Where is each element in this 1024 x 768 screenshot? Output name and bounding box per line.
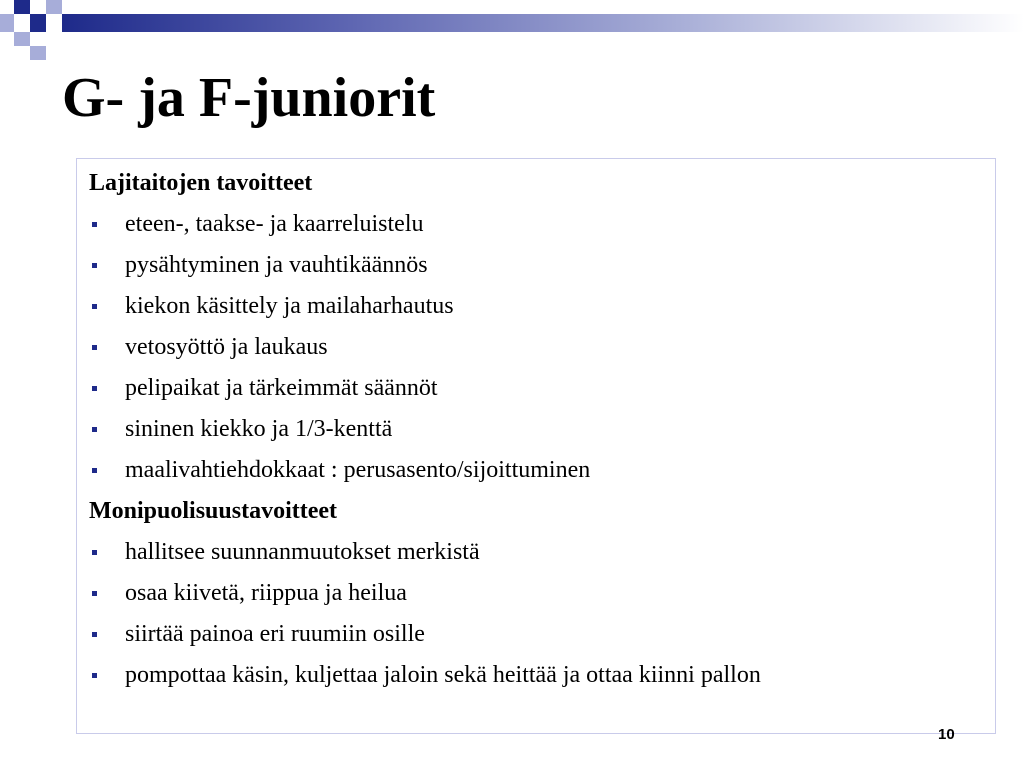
- list-item-text: osaa kiivetä, riippua ja heilua: [125, 580, 407, 606]
- square-bullet-icon: [92, 345, 97, 350]
- decorative-square-light-top: [46, 0, 62, 14]
- list-item: [89, 251, 983, 292]
- decorative-square-navy-top: [14, 0, 30, 14]
- square-bullet-icon: [92, 386, 97, 391]
- list-item: [89, 456, 983, 497]
- list-item-text: pysähtyminen ja vauhtikäännös: [125, 252, 428, 278]
- square-bullet-icon: [92, 591, 97, 596]
- decorative-square-navy-mid: [30, 14, 46, 32]
- section-heading-lajitaidot: Lajitaitojen tavoitteet: [89, 170, 313, 196]
- decorative-square-light-mid: [14, 32, 30, 46]
- list-item: [89, 210, 983, 251]
- list-item-text: maalivahtiehdokkaat : perusasento/sijoittuminen: [125, 457, 591, 483]
- list-item: [89, 538, 983, 579]
- list-item: [89, 620, 983, 661]
- list-item-text: kiekon käsittely ja mailaharhautus: [125, 293, 454, 319]
- section-heading-monipuolisuus: Monipuolisuustavoitteet: [89, 498, 338, 524]
- list-item: [89, 374, 983, 415]
- list-item-text: eteen-, taakse- ja kaarreluistelu: [125, 211, 424, 237]
- list-item: [89, 415, 983, 456]
- header-gradient-band: [62, 14, 1024, 32]
- square-bullet-icon: [92, 304, 97, 309]
- list-monipuolisuus: [89, 538, 983, 702]
- list-item: [89, 292, 983, 333]
- list-item-text: pompottaa käsin, kuljettaa jaloin sekä heittää ja ottaa kiinni pallon: [125, 662, 761, 688]
- square-bullet-icon: [92, 550, 97, 555]
- decorative-square-light-bottom: [30, 46, 46, 60]
- decorative-square-light-left: [0, 14, 14, 32]
- content-body: [89, 169, 983, 702]
- list-item-text: hallitsee suunnanmuutokset merkistä: [125, 539, 480, 565]
- list-item-text: vetosyöttö ja laukaus: [125, 334, 328, 360]
- list-item-text: pelipaikat ja tärkeimmät säännöt: [125, 375, 438, 401]
- list-item-text: siirtää painoa eri ruumiin osille: [125, 621, 425, 647]
- content-box: [76, 158, 996, 734]
- list-item: [89, 579, 983, 620]
- square-bullet-icon: [92, 673, 97, 678]
- page-number: 10: [938, 726, 955, 743]
- square-bullet-icon: [92, 468, 97, 473]
- square-bullet-icon: [92, 632, 97, 637]
- square-bullet-icon: [92, 427, 97, 432]
- list-item: [89, 661, 983, 702]
- square-bullet-icon: [92, 222, 97, 227]
- list-item-text: sininen kiekko ja 1/3-kenttä: [125, 416, 393, 442]
- list-lajitaidot: [89, 210, 983, 497]
- square-bullet-icon: [92, 263, 97, 268]
- list-item: [89, 333, 983, 374]
- slide-title: G- ja F-juniorit: [62, 67, 436, 129]
